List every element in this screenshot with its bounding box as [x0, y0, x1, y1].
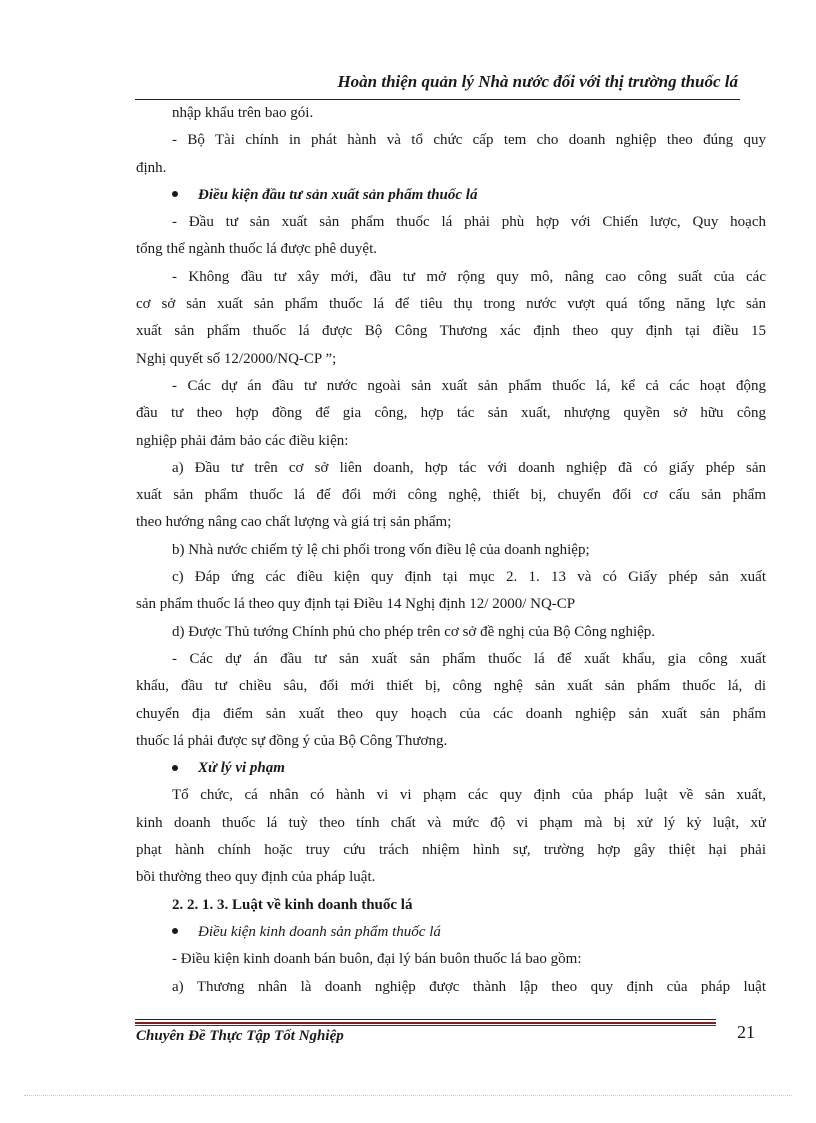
text-line: b) Nhà nước chiếm tỷ lệ chi phối trong vốn điều lệ của doanh nghiệp;: [172, 541, 590, 558]
subsection-heading-text: Điều kiện đầu tư sản xuất sản phẩm thuốc lá: [198, 186, 478, 203]
subsection-heading: [136, 755, 766, 782]
text-line: - Điều kiện kinh doanh bán buôn, đại lý bán buôn thuốc lá bao gồm:: [172, 951, 582, 968]
text-line: nghiệp phải đảm bảo các điều kiện:: [136, 432, 349, 449]
text-line: xuất sản phẩm thuốc lá được Bộ Công Thương xác định theo quy định tại điều 15: [136, 323, 766, 340]
page-edge-rule: [24, 1095, 792, 1096]
text-line: - Các dự án đầu tư nước ngoài sản xuất sản phẩm thuốc lá, kể cả các hoạt động: [172, 377, 766, 394]
text-line: nhập khẩu trên bao gói.: [172, 105, 314, 121]
text-line: tổng thể ngành thuốc lá được phê duyệt.: [136, 241, 378, 258]
bullet-icon: [172, 928, 178, 934]
text-line: - Không đầu tư xây mới, đầu tư mở rộng quy mô, nâng cao công suất của các: [172, 268, 766, 285]
subsection-heading: [136, 919, 766, 946]
bullet-icon: [172, 191, 178, 197]
text-line: - Bộ Tài chính in phát hành và tổ chức cấp tem cho doanh nghiệp theo đúng quy: [172, 132, 766, 149]
text-line: kinh doanh thuốc lá tuỳ theo tính chất và mức độ vi phạm mà bị xử lý kỷ luật, xử: [136, 814, 766, 831]
text-line: Tổ chức, cá nhân có hành vi vi phạm các quy định của pháp luật về sản xuất,: [172, 787, 766, 804]
footer-rule: [135, 1019, 716, 1020]
footer-title: Chuyên Đề Thực Tập Tốt Nghiệp: [136, 1028, 344, 1044]
text-line: định.: [136, 159, 167, 176]
text-line: theo hướng nâng cao chất lượng và giá trị sản phẩm;: [136, 514, 452, 531]
page-body: [136, 100, 766, 1001]
text-line: đầu tư theo hợp đồng để gia công, hợp tác sản xuất, nhượng quyền sở hữu công: [136, 405, 766, 422]
text-line: thuốc lá phải được sự đồng ý của Bộ Công Thương.: [136, 732, 448, 749]
text-line: a) Thương nhân là doanh nghiệp được thành lập theo quy định của pháp luật: [172, 978, 766, 995]
text-line: khẩu, đầu tư chiều sâu, đổi mới thiết bị, công nghệ sản xuất sản phẩm thuốc lá, di: [136, 678, 766, 695]
text-line: a) Đầu tư trên cơ sở liên doanh, hợp tác với doanh nghiệp đã có giấy phép sản: [172, 459, 766, 476]
subsection-heading: [136, 182, 766, 209]
section-heading: 2. 2. 1. 3. Luật về kinh doanh thuốc lá: [172, 896, 413, 913]
text-line: Nghị quyết số 12/2000/NQ-CP ”;: [136, 350, 337, 367]
page-number: 21: [737, 1022, 755, 1042]
footer-rule: [135, 1025, 716, 1026]
running-header: Hoàn thiện quản lý Nhà nước đối với thị trường thuốc lá: [337, 72, 738, 91]
text-line: chuyển địa điểm sản xuất theo quy hoạch của các doanh nghiệp sản xuất sản phẩm: [136, 705, 766, 722]
footer-rule: [135, 1022, 716, 1024]
text-line: d) Được Thủ tướng Chính phủ cho phép trên cơ sở đề nghị của Bộ Công nghiệp.: [172, 623, 656, 640]
subsection-heading-text: Xử lý vi phạm: [198, 760, 285, 777]
text-line: xuất sản phẩm thuốc lá để đổi mới công nghệ, thiết bị, chuyển đổi cơ cấu sản phẩm: [136, 487, 766, 504]
text-line: c) Đáp ứng các điều kiện quy định tại mục 2. 1. 13 và có Giấy phép sản xuất: [172, 569, 766, 586]
subsection-heading-text: Điều kiện kinh doanh sản phẩm thuốc lá: [198, 923, 441, 940]
text-line: - Các dự án đầu tư sản xuất sản phẩm thuốc lá để xuất khẩu, gia công xuất: [172, 650, 766, 667]
text-line: cơ sở sản xuất sản phẩm thuốc lá để tiêu thụ trong nước vượt quá tổng năng lực sản: [136, 296, 766, 313]
text-line: - Đầu tư sản xuất sản phẩm thuốc lá phải phù hợp với Chiến lược, Quy hoạch: [172, 214, 766, 231]
text-line: phạt hành chính hoặc truy cứu trách nhiệm hình sự, trường hợp gây thiệt hại phải: [136, 842, 766, 859]
text-line: bồi thường theo quy định của pháp luật.: [136, 869, 376, 886]
bullet-icon: [172, 765, 178, 771]
text-line: sản phẩm thuốc lá theo quy định tại Điều 14 Nghị định 12/ 2000/ NQ-CP: [136, 596, 576, 613]
